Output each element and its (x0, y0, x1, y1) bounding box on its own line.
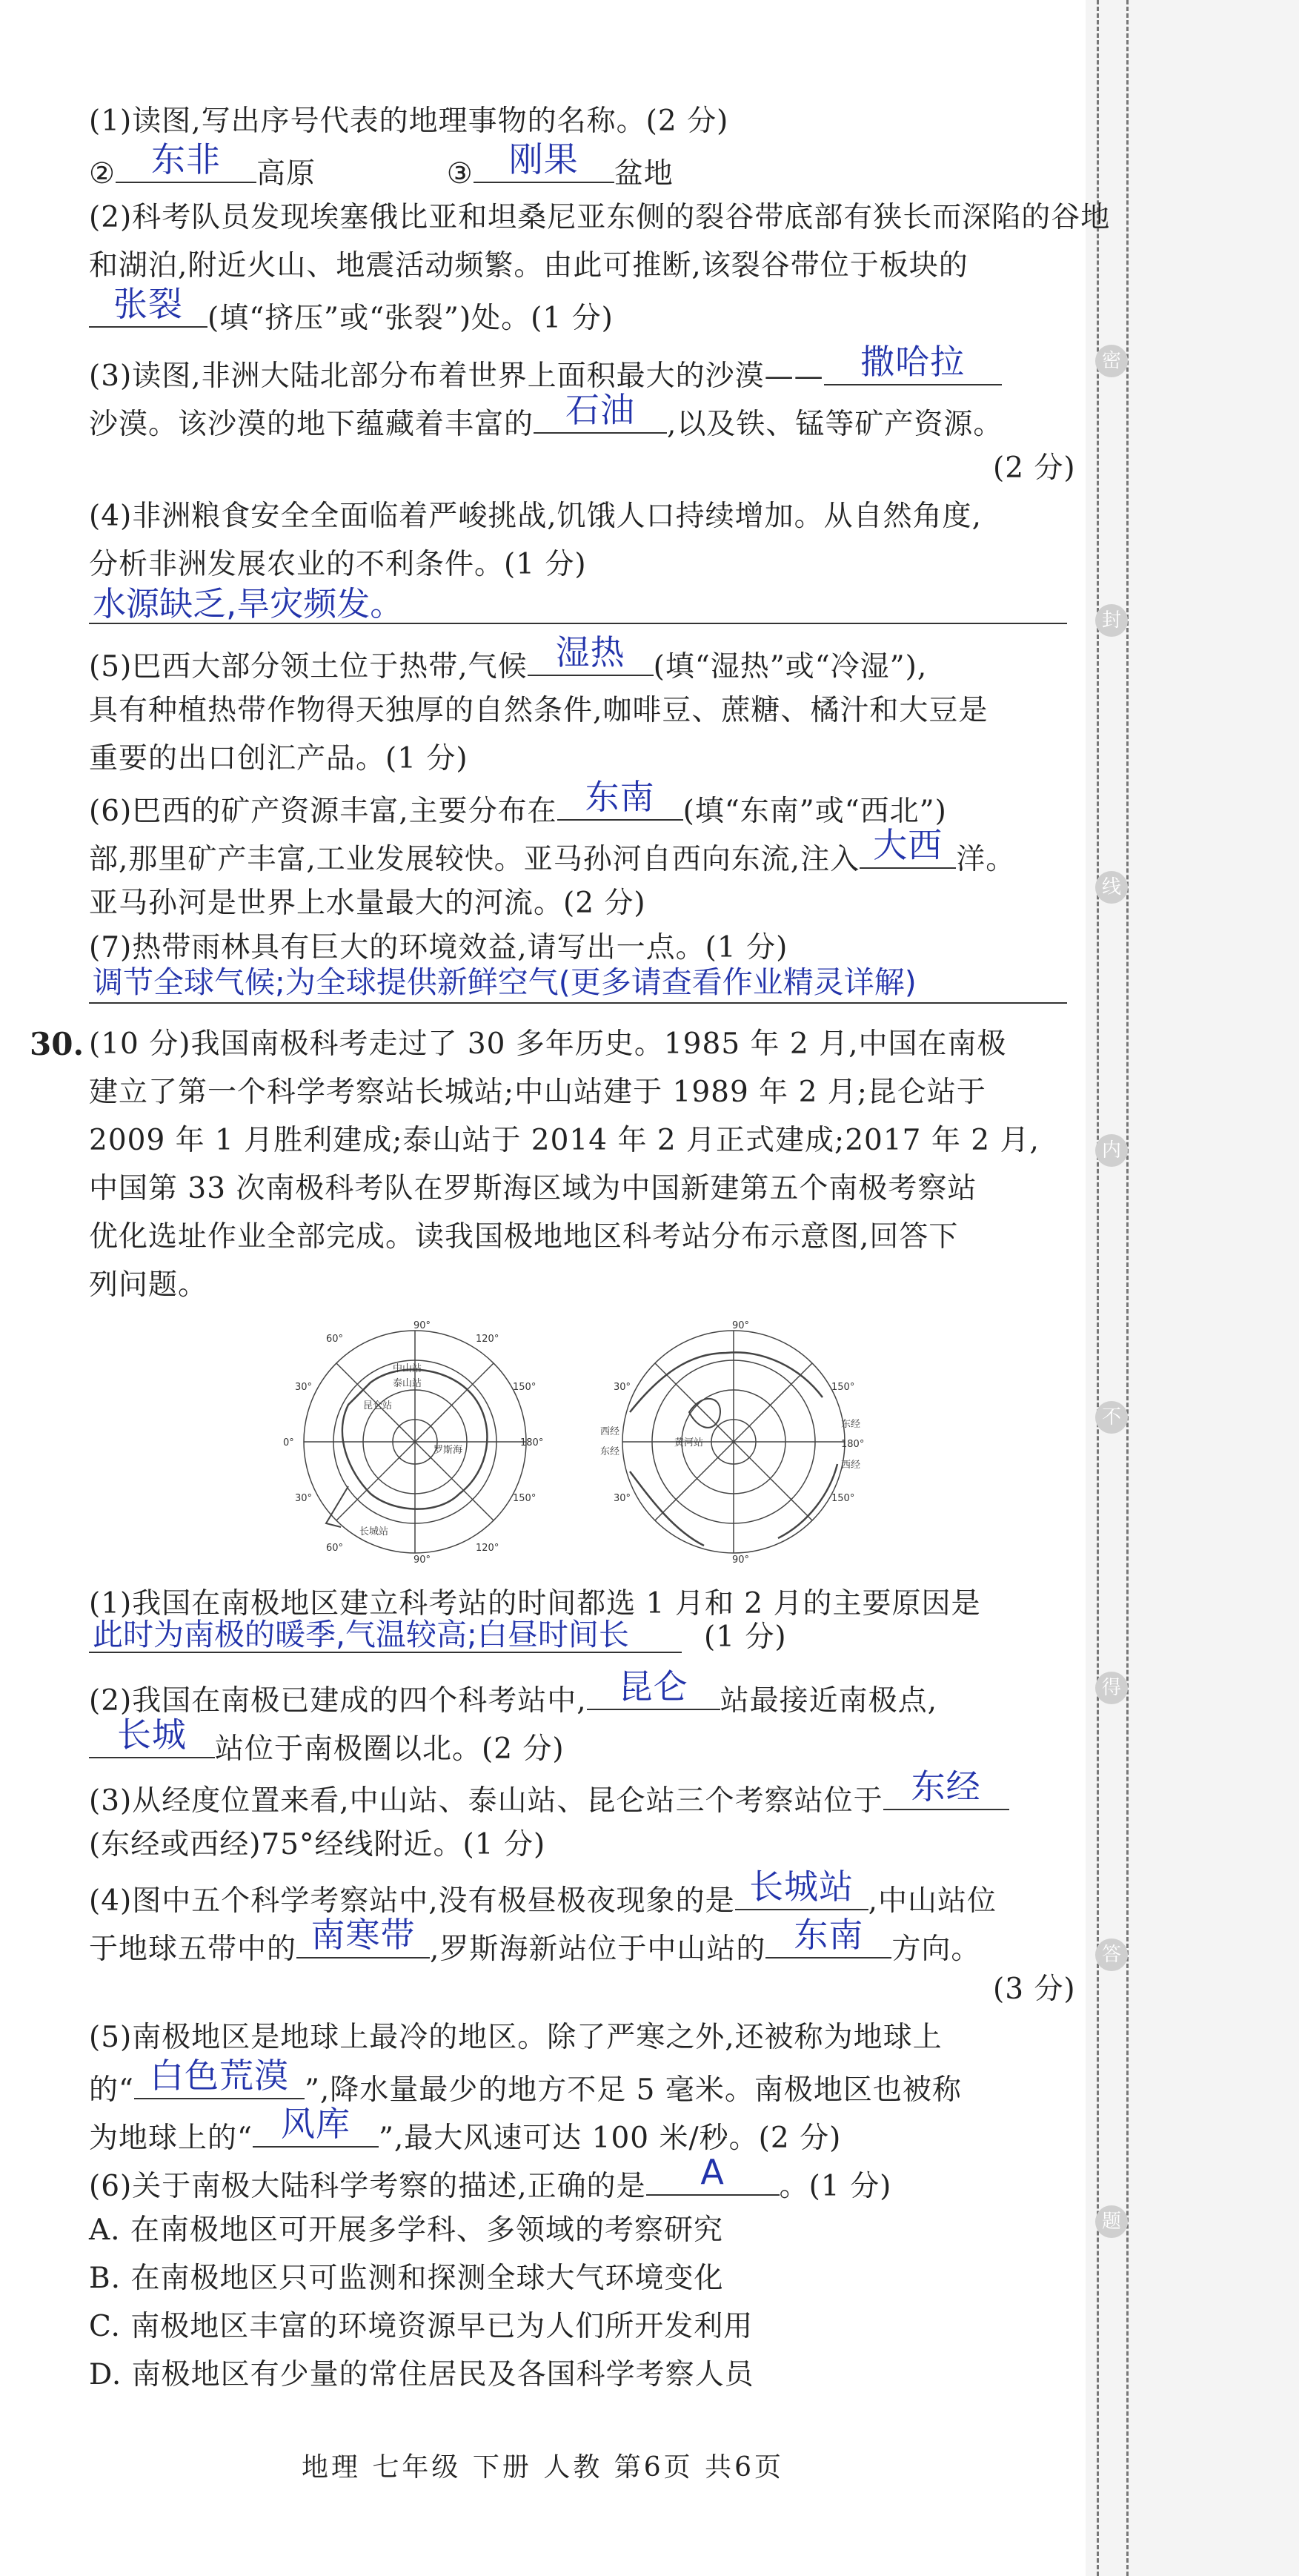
svg-text:0°: 0° (283, 1437, 294, 1448)
svg-text:150°: 150° (831, 1493, 855, 1504)
seal-dashed-line (1126, 0, 1129, 2576)
q29-p3-score: (2 分) (993, 451, 1076, 485)
q30-intro-line4: 中国第 33 次南极科考队在罗斯海区域为中国新建第五个南极考察站 (89, 1172, 977, 1205)
answer-blank: 撒哈拉 (824, 354, 1002, 385)
seal-char: 得 (1095, 1672, 1128, 1704)
q29-p7-answer: 调节全球气候;为全球提供新鲜空气(更多请查看作业精灵详解) (93, 964, 917, 1000)
answer-blank: 南寒带 (296, 1927, 430, 1959)
seal-char: 答 (1095, 1938, 1128, 1971)
svg-text:泰山站: 泰山站 (393, 1378, 422, 1389)
q29-p1: (1)读图,写出序号代表的地理事物的名称。(2 分) (89, 105, 729, 138)
q30-p3-line1: (3)从经度位置来看,中山站、泰山站、昆仑站三个考察站位于 东经 (89, 1779, 1009, 1819)
seal-char: 密 (1095, 345, 1128, 377)
seal-char: 封 (1095, 604, 1128, 637)
svg-text:长城站: 长城站 (359, 1526, 389, 1537)
svg-text:90°: 90° (413, 1554, 431, 1564)
seal-dashed-line (1097, 0, 1099, 2576)
svg-text:东经: 东经 (600, 1446, 620, 1457)
seal-char: 不 (1095, 1401, 1128, 1434)
q29-p5-line3: 重要的出口创汇产品。(1 分) (89, 742, 468, 775)
q30-p4-line1: (4)图中五个科学考察站中,没有极昼极夜现象的是 长城站 ,中山站位 (89, 1867, 997, 1918)
q30-p5-line3: 为地球上的“ 风库 ”,最大风速可达 100 米/秒。(2 分) (89, 2104, 842, 2155)
answer-blank: 东非 (116, 152, 256, 183)
answer-blank: 刚果 (474, 152, 614, 183)
antarctic-map (282, 1320, 548, 1567)
option-a: A. 在南极地区可开展多学科、多领域的考察研究 (89, 2214, 723, 2247)
svg-text:60°: 60° (326, 1334, 344, 1345)
q30-p4-line2: 于地球五带中的 南寒带 ,罗斯海新站位于中山站的 东南 方向。 (89, 1915, 981, 1966)
answer-blank: 石油 (534, 403, 667, 434)
page-footer: 地理 七年级 下册 人教 第6页 共6页 (301, 2452, 785, 2483)
answer-blank: 张裂 (89, 297, 207, 328)
antarctic-map-figure (282, 1320, 548, 1564)
q29-p1-answers: ② 东非 高原 ③ 刚果 盆地 (89, 139, 674, 191)
option-b: B. 在南极地区只可监测和探测全球大气环境变化 (89, 2262, 724, 2295)
q30-p1-score: (1 分) (704, 1620, 787, 1654)
seal-margin (1086, 0, 1299, 2576)
svg-text:150°: 150° (513, 1382, 536, 1393)
answer-blank: A (646, 2165, 780, 2196)
svg-text:30°: 30° (295, 1493, 313, 1504)
q30-p5-line2: 的“ 白色荒漠 ”,降水量最少的地方不足 5 毫米。南极地区也被称 (89, 2056, 962, 2107)
q30-p1-line1: (1)我国在南极地区建立科考站的时间都选 1 月和 2 月的主要原因是 (89, 1587, 981, 1620)
svg-text:120°: 120° (476, 1543, 499, 1554)
svg-text:西经: 西经 (600, 1426, 620, 1437)
answer-line (89, 1652, 682, 1653)
svg-text:西经: 西经 (841, 1460, 861, 1471)
q29-p5-line2: 具有种植热带作物得天独厚的自然条件,咖啡豆、蔗糖、橘汁和大豆是 (89, 694, 989, 727)
q29-p6-line2: 部,那里矿产丰富,工业发展较快。亚马孙河自西向东流,注入 大西 洋。 (89, 825, 1016, 876)
svg-text:180°: 180° (841, 1439, 865, 1450)
q29-p6-line1: (6)巴西的矿产资源丰富,主要分布在 东南 (填“东南”或“西北”) (89, 777, 947, 828)
q30-intro-line3: 2009 年 1 月胜利建成;泰山站于 2014 年 2 月正式建成;2017 年 2 月, (89, 1124, 1040, 1157)
q29-p6-line3: 亚马孙河是世界上水量最大的河流。(2 分) (89, 887, 646, 920)
seal-char: 线 (1095, 871, 1128, 904)
svg-text:180°: 180° (520, 1437, 544, 1448)
svg-text:黄河站: 黄河站 (674, 1437, 704, 1448)
answer-blank: 白色荒漠 (134, 2068, 305, 2099)
svg-text:60°: 60° (326, 1543, 344, 1554)
q30-p5-line1: (5)南极地区是地球上最冷的地区。除了严寒之外,还被称为地球上 (89, 2021, 943, 2054)
q29-p3-line1: (3)读图,非洲大陆北部分布着世界上面积最大的沙漠—— 撒哈拉 (89, 354, 1002, 394)
q30-intro-line6: 列问题。 (89, 1268, 208, 1302)
svg-text:150°: 150° (831, 1382, 855, 1393)
answer-blank: 风库 (253, 2116, 379, 2148)
svg-text:90°: 90° (732, 1554, 750, 1564)
q30-p2-line2: 长城 站位于南极圈以北。(2 分) (89, 1727, 565, 1767)
seal-char: 内 (1095, 1134, 1128, 1167)
answer-blank: 东南 (557, 789, 683, 821)
svg-text:30°: 30° (614, 1493, 631, 1504)
seal-char: 题 (1095, 2205, 1128, 2238)
answer-blank: 东经 (883, 1779, 1009, 1810)
svg-text:罗斯海: 罗斯海 (433, 1445, 463, 1456)
answer-blank: 大西 (860, 838, 956, 869)
q30-intro-line2: 建立了第一个科学考察站长城站;中山站建于 1989 年 2 月;昆仑站于 (89, 1076, 986, 1109)
svg-text:30°: 30° (295, 1382, 313, 1393)
svg-text:30°: 30° (614, 1382, 631, 1393)
q29-p2-line1: (2)科考队员发现埃塞俄比亚和坦桑尼亚东侧的裂谷带底部有狭长而深陷的谷地 (89, 201, 1111, 234)
q30-p3-line2: (东经或西经)75°经线附近。(1 分) (89, 1828, 546, 1861)
answer-blank: 湿热 (528, 645, 654, 676)
answer-blank: 长城 (89, 1727, 215, 1758)
svg-text:150°: 150° (513, 1493, 536, 1504)
answer-line (89, 623, 1067, 624)
q29-p4-answer: 水源缺乏,旱灾频发。 (93, 584, 404, 623)
arctic-map (600, 1320, 867, 1567)
q30-p1-answer: 此时为南极的暖季,气温较高;白昼时间长 (93, 1617, 629, 1652)
q29-p5-line1: (5)巴西大部分领土位于热带,气候 湿热 (填“湿热”或“冷湿”), (89, 632, 928, 683)
q30-p6-line1: (6)关于南极大陆科学考察的描述,正确的是 A 。(1 分) (89, 2152, 892, 2203)
svg-text:昆仑站: 昆仑站 (363, 1400, 393, 1411)
q30-p4-score: (3 分) (993, 1973, 1076, 2006)
arctic-map-figure (600, 1320, 867, 1564)
option-c: C. 南极地区丰富的环境资源早已为人们所开发利用 (89, 2310, 754, 2343)
q29-p4-line1: (4)非洲粮食安全全面临着严峻挑战,饥饿人口持续增加。从自然角度, (89, 500, 983, 533)
svg-text:中山站: 中山站 (393, 1363, 422, 1374)
q30-p2-line1: (2)我国在南极已建成的四个科考站中, 昆仑 站最接近南极点, (89, 1666, 938, 1718)
q29-p4-line2: 分析非洲发展农业的不利条件。(1 分) (89, 548, 587, 581)
answer-blank: 东南 (765, 1927, 891, 1959)
svg-text:东经: 东经 (841, 1419, 861, 1430)
q30-intro-line5: 优化选址作业全部完成。读我国极地地区科考站分布示意图,回答下 (89, 1220, 959, 1254)
option-d: D. 南极地区有少量的常住居民及各国科学考察人员 (89, 2358, 754, 2391)
svg-text:90°: 90° (413, 1320, 431, 1331)
question-number: 30. (30, 1026, 84, 1062)
svg-text:90°: 90° (732, 1320, 750, 1331)
q30-intro-line1: (10 分)我国南极科考走过了 30 多年历史。1985 年 2 月,中国在南极 (89, 1027, 1007, 1061)
answer-blank: 长城站 (735, 1879, 868, 1910)
q29-p2-line2: 和湖泊,附近火山、地震活动频繁。由此可推断,该裂谷带位于板块的 (89, 249, 969, 282)
answer-line (89, 1002, 1067, 1004)
q29-p3-line2: 沙漠。该沙漠的地下蕴藏着丰富的 石油 ,以及铁、锰等矿产资源。 (89, 390, 1003, 441)
q29-p7-line1: (7)热带雨林具有巨大的环境效益,请写出一点。(1 分) (89, 931, 788, 964)
svg-text:120°: 120° (476, 1334, 499, 1345)
answer-blank: 昆仑 (587, 1679, 720, 1710)
q29-p2-line3: 张裂 (填“挤压”或“张裂”)处。(1 分) (89, 297, 614, 337)
